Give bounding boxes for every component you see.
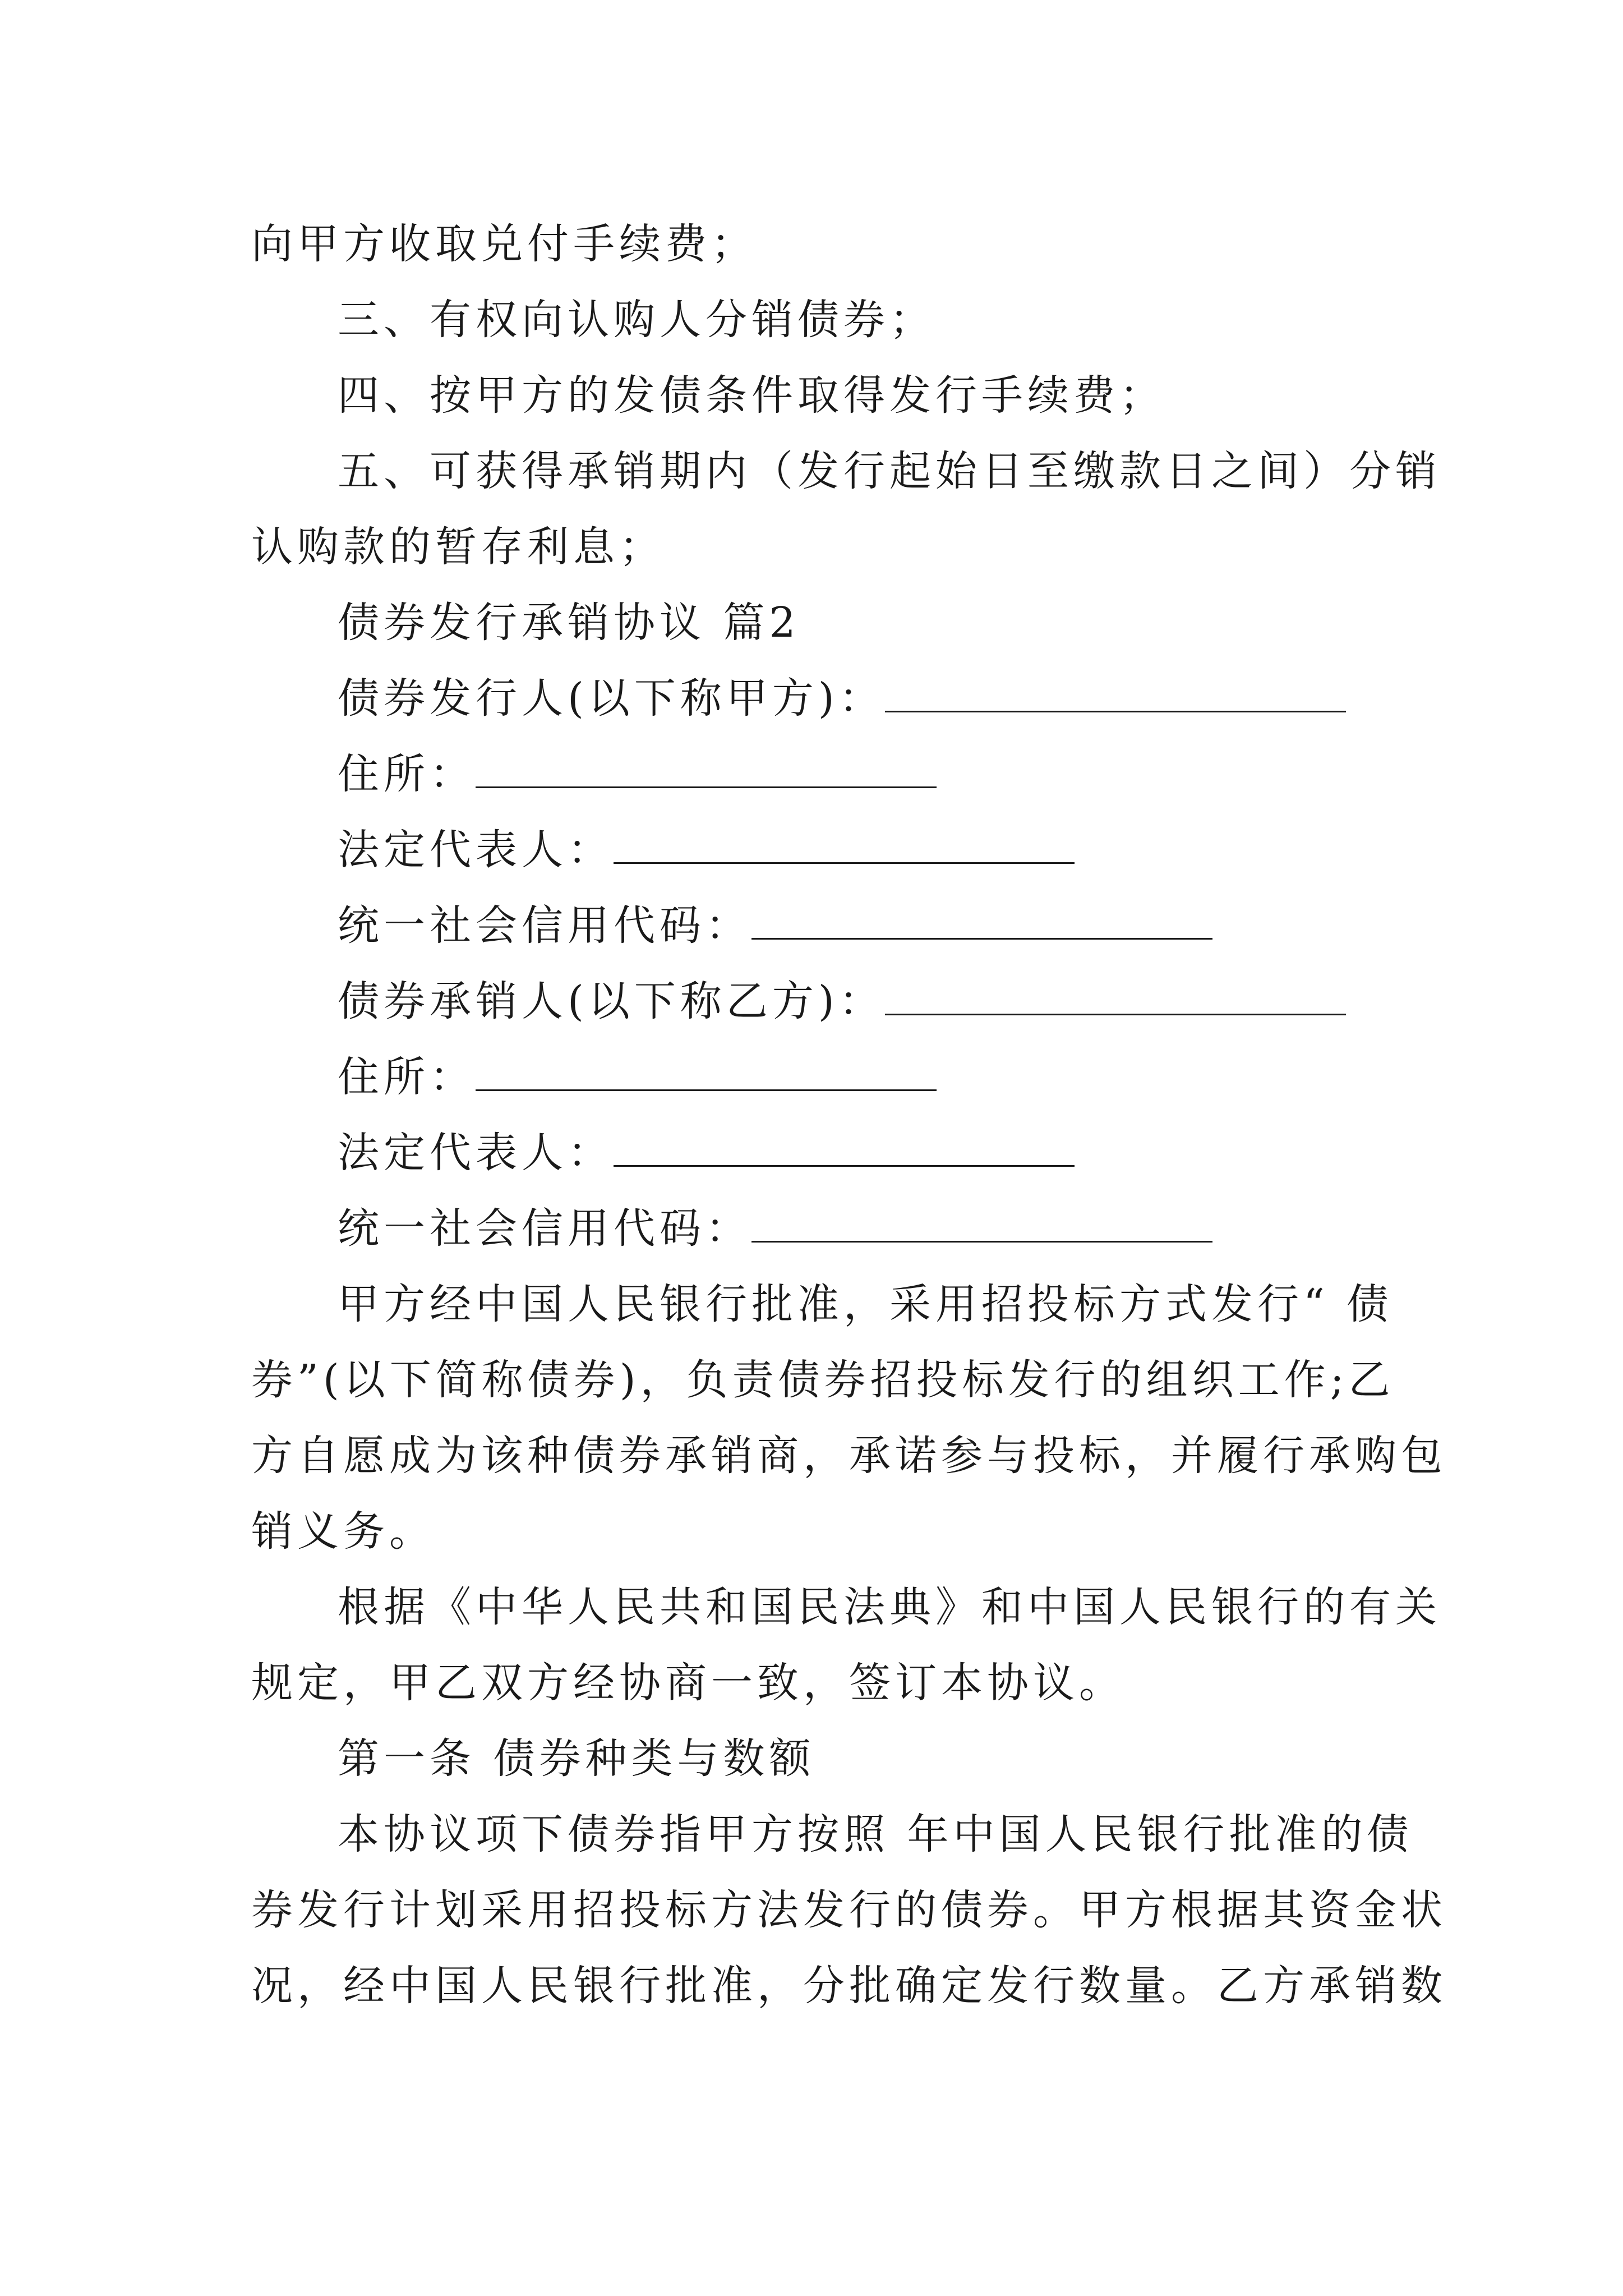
field-label: 统一社会信用代码： [338,901,751,950]
fill-in-blank [751,1202,1212,1243]
field-label: 法定代表人： [338,1129,614,1177]
credit-code-field [338,1200,1212,1257]
legal-rep-field [338,822,1075,878]
paragraph-line: 规定，甲乙双方经协商一致，签订本协议。 [251,1659,1125,1707]
text-line: 四、按甲方的发债条件取得发行手续费； [338,371,1165,420]
section-heading: 债券发行承销协议 篇2 [338,599,800,647]
text-line: 五、可获得承销期内（发行起始日至缴款日之间）分销 [338,447,1441,495]
fill-in-blank [614,823,1075,864]
paragraph-line: 方自愿成为该种债券承销商，承诺参与投标，并履行承购包 [251,1432,1447,1480]
text-line: 向甲方收取兑付手续费； [251,220,757,268]
credit-code-field [338,898,1212,954]
paragraph-line: 甲方经中国人民银行批准，采用招投标方式发行“ 债 [338,1280,1393,1328]
text-line: 认购款的暂存利息； [251,523,665,571]
paragraph-line: 券”(以下简称债券)，负责债券招投标发行的组织工作;乙 [251,1356,1395,1404]
fill-in-blank [476,747,937,788]
text-line: 三、有权向认购人分销债券； [338,296,935,344]
field-label: 住所： [338,1053,476,1101]
field-label: 住所： [338,750,476,798]
fill-in-blank [885,671,1346,712]
legal-rep-field [338,1125,1075,1181]
paragraph-line: 况，经中国人民银行批准，分批确定发行数量。乙方承销数 [251,1962,1447,2010]
fill-in-blank [476,1050,937,1091]
issuer-field [338,670,1346,726]
fill-in-blank [885,974,1346,1015]
article-title: 第一条 债券种类与数额 [338,1734,815,1783]
paragraph-line: 券发行计划采用招投标方法发行的债券。甲方根据其资金状 [251,1886,1447,1934]
underwriter-field [338,973,1346,1029]
field-label: 法定代表人： [338,826,614,874]
paragraph-line: 本协议项下债券指甲方按照 年中国人民银行批准的债 [338,1810,1413,1858]
fill-in-blank [614,1126,1075,1167]
paragraph-line: 根据《中华人民共和国民法典》和中国人民银行的有关 [338,1583,1441,1631]
field-label: 债券承销人(以下称乙方)： [338,977,885,1025]
field-label: 统一社会信用代码： [338,1204,751,1253]
field-label: 债券发行人(以下称甲方)： [338,674,885,723]
paragraph-line: 销义务。 [251,1507,435,1556]
address-field [338,746,937,802]
address-field [338,1049,937,1105]
fill-in-blank [751,899,1212,940]
